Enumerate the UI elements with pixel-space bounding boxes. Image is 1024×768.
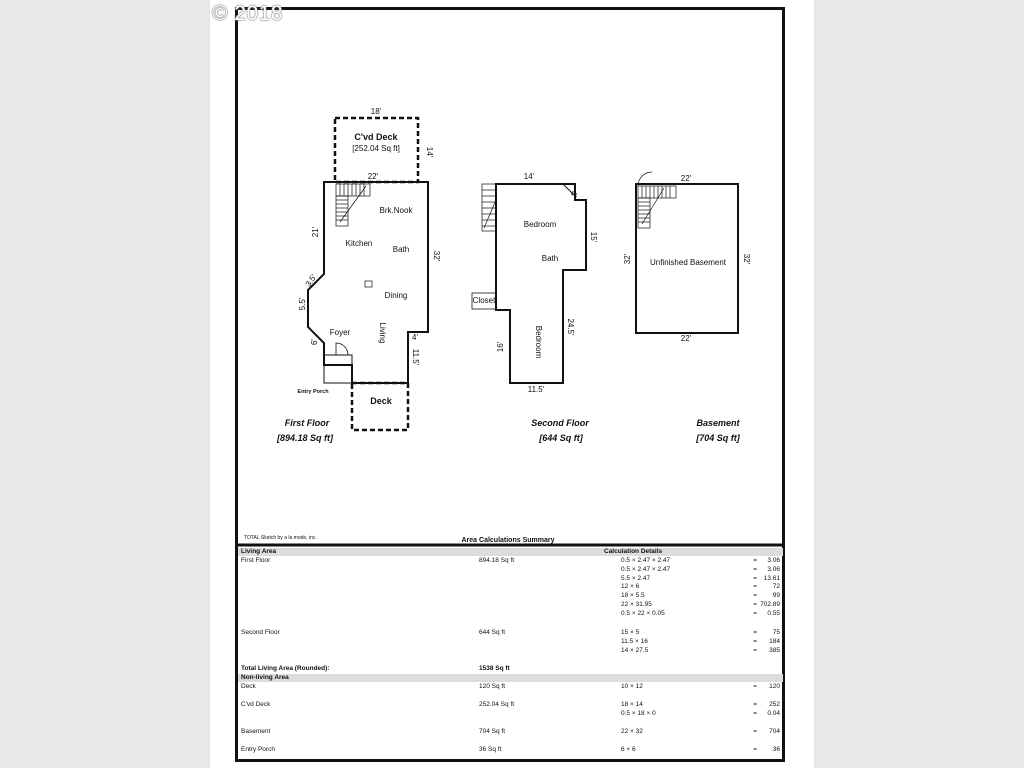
calc-equals: =	[753, 629, 757, 636]
ff-dim-top: 22'	[367, 172, 379, 181]
calc-line	[238, 746, 783, 754]
nonliving-header-label: Non-living Area	[241, 674, 289, 681]
cvd-deck-label: C'vd Deck	[354, 132, 398, 142]
calc-value: 13.61	[763, 574, 780, 582]
row-name: Basement	[241, 728, 271, 735]
calc-details-header: Calculation Details	[604, 548, 663, 555]
calc-formula: 10 × 12	[621, 683, 643, 690]
row-area: 894.18 Sq ft	[479, 557, 515, 564]
total-label: Total Living Area (Rounded):	[241, 665, 330, 672]
sf-dim-corner: 4'	[569, 191, 578, 197]
second-floor-area: [644 Sq ft]	[539, 433, 583, 443]
calc-equals: =	[753, 709, 757, 717]
first-floor-stairs-icon	[336, 184, 370, 226]
calc-formula: 12 × 6	[621, 583, 640, 591]
entry-porch-outline	[324, 355, 352, 383]
bs-dim-top: 22'	[680, 174, 692, 183]
calc-formula: 11.5 × 16	[621, 637, 648, 645]
calc-value: 3.06	[767, 565, 780, 573]
calc-equals: =	[753, 728, 757, 735]
row-name: Second Floor	[241, 629, 280, 636]
cvd-deck-dim-side: 14'	[425, 146, 434, 158]
door-swing-icon	[336, 343, 348, 355]
room-bedroom-bottom: Bedroom	[534, 325, 543, 359]
row-name: First Floor	[241, 557, 271, 564]
second-floor-plan	[472, 172, 598, 443]
row-area: 36 Sq ft	[479, 746, 502, 753]
calc-formula: 22 × 32	[621, 728, 643, 735]
fixture-icon	[365, 281, 372, 287]
sf-dim-top: 14'	[523, 172, 535, 181]
ff-dim-right-lower: 11.5'	[411, 348, 420, 366]
calc-value: 99	[772, 592, 780, 600]
calc-formula: 15 × 5	[621, 629, 640, 636]
calc-formula: 5.5 × 2.47	[621, 574, 651, 582]
calc-line	[238, 647, 783, 655]
calc-formula: 14 × 27.5	[621, 646, 649, 654]
calc-line	[238, 629, 783, 637]
basement-plan	[623, 172, 751, 443]
sf-dim-right-lower: 24.5'	[566, 318, 575, 336]
room-bath-2: Bath	[541, 254, 559, 263]
second-floor-stairs-icon	[482, 184, 496, 231]
row-name: C'vd Deck	[241, 701, 271, 708]
calc-value: 72	[772, 583, 780, 591]
calc-formula: 6 × 6	[621, 746, 636, 753]
calc-formula: 0.5 × 2.47 × 2.47	[621, 565, 671, 573]
calc-value: 704	[769, 728, 780, 735]
calc-value: 385	[769, 646, 780, 654]
ff-dim-left-upper: 21'	[311, 226, 320, 238]
calc-line	[238, 728, 783, 736]
software-credit: TOTAL Sketch by a la mode, inc.	[244, 535, 317, 541]
calc-line	[238, 583, 783, 591]
living-area-header	[238, 548, 783, 556]
calc-value: 36	[772, 746, 780, 753]
bs-dim-left: 32'	[623, 253, 632, 265]
calc-value: 120	[769, 683, 780, 690]
calc-line	[238, 557, 783, 565]
calc-value: 702.89	[760, 601, 780, 608]
row-name: Deck	[241, 683, 256, 690]
sf-dim-left: 16'	[496, 341, 505, 353]
total-living-row	[238, 665, 783, 673]
bs-dim-bottom: 22'	[680, 334, 692, 343]
deck-outline	[352, 383, 408, 430]
ff-dim-left-lower: 6'	[310, 339, 319, 345]
room-brk-nook: Brk.Nook	[379, 206, 413, 215]
row-area: 644 Sq ft	[479, 629, 506, 636]
calc-value: 3.06	[767, 557, 780, 564]
row-area: 252.04 Sq ft	[479, 701, 515, 708]
total-value: 1538 Sq ft	[479, 665, 510, 672]
row-name: Entry Porch	[241, 746, 275, 753]
calc-line	[238, 610, 783, 618]
basement-stairs-icon	[638, 172, 676, 228]
room-kitchen: Kitchen	[345, 239, 373, 248]
calc-equals: =	[753, 592, 757, 600]
basement-caption: Basement	[696, 418, 740, 428]
room-closet: Closet	[472, 296, 496, 305]
calc-line	[238, 710, 783, 718]
second-floor-caption: Second Floor	[531, 418, 589, 428]
calc-line	[238, 575, 783, 583]
ff-dim-angle: 3.5'	[303, 272, 319, 289]
row-area: 120 Sq ft	[479, 683, 506, 690]
ff-dim-left-mid: 5.5'	[298, 297, 307, 311]
nonliving-area-header	[238, 674, 783, 682]
calc-line	[238, 601, 783, 609]
calc-formula: 0.5 × 2.47 × 2.47	[621, 557, 671, 564]
room-bedroom-top: Bedroom	[523, 220, 557, 229]
calc-line	[238, 592, 783, 600]
room-foyer: Foyer	[329, 328, 351, 337]
calc-value: 75	[772, 629, 780, 636]
sf-dim-right: 15'	[589, 231, 598, 243]
calc-formula: 0.5 × 22 × 0.05	[621, 609, 665, 617]
room-unfinished-basement: Unfinished Basement	[649, 258, 727, 267]
summary-title: Area Calculations Summary	[461, 537, 555, 544]
cvd-deck-area: [252.04 Sq ft]	[352, 144, 400, 153]
calc-equals: =	[753, 637, 757, 645]
calc-formula: 0.5 × 18 × 0	[621, 709, 656, 717]
calc-equals: =	[753, 646, 757, 654]
calc-formula: 22 × 31.95	[621, 601, 652, 608]
cvd-deck-dim-top: 18'	[370, 107, 382, 116]
entry-porch-label: Entry Porch	[297, 389, 329, 395]
calc-line	[238, 683, 783, 691]
bs-dim-right: 32'	[742, 253, 751, 265]
calc-formula: 18 × 14	[621, 701, 643, 708]
calc-equals: =	[753, 609, 757, 617]
row-area: 704 Sq ft	[479, 728, 506, 735]
calc-equals: =	[753, 683, 757, 690]
calc-value: 0.55	[767, 609, 780, 617]
room-dining: Dining	[384, 291, 408, 300]
calc-line	[238, 566, 783, 574]
calc-equals: =	[753, 601, 757, 608]
area-summary-table	[238, 544, 783, 759]
copyright-watermark: © 2018	[212, 2, 284, 25]
ff-dim-right: 32'	[432, 250, 441, 262]
room-living: Living	[378, 322, 387, 344]
ff-dim-step: 4'	[412, 333, 418, 342]
living-area-header-label: Living Area	[241, 548, 277, 555]
calc-value: 252	[769, 701, 780, 708]
calc-formula: 18 × 5.5	[621, 592, 645, 600]
calc-equals: =	[753, 583, 757, 591]
calc-line	[238, 638, 783, 646]
first-floor-caption: First Floor	[284, 418, 330, 428]
sf-dim-bottom: 11.5'	[527, 385, 545, 394]
calc-equals: =	[753, 557, 757, 564]
calc-equals: =	[753, 701, 757, 708]
calc-equals: =	[753, 565, 757, 573]
calc-value: 184	[769, 637, 780, 645]
calc-line	[238, 701, 783, 709]
first-floor-area: [894.18 Sq ft]	[276, 433, 334, 443]
first-floor-plan	[276, 107, 441, 443]
basement-area: [704 Sq ft]	[696, 433, 740, 443]
deck-label: Deck	[370, 396, 392, 406]
calc-value: 0.04	[767, 709, 780, 717]
calc-equals: =	[753, 746, 757, 753]
calc-equals: =	[753, 574, 757, 582]
room-bath: Bath	[392, 245, 410, 254]
